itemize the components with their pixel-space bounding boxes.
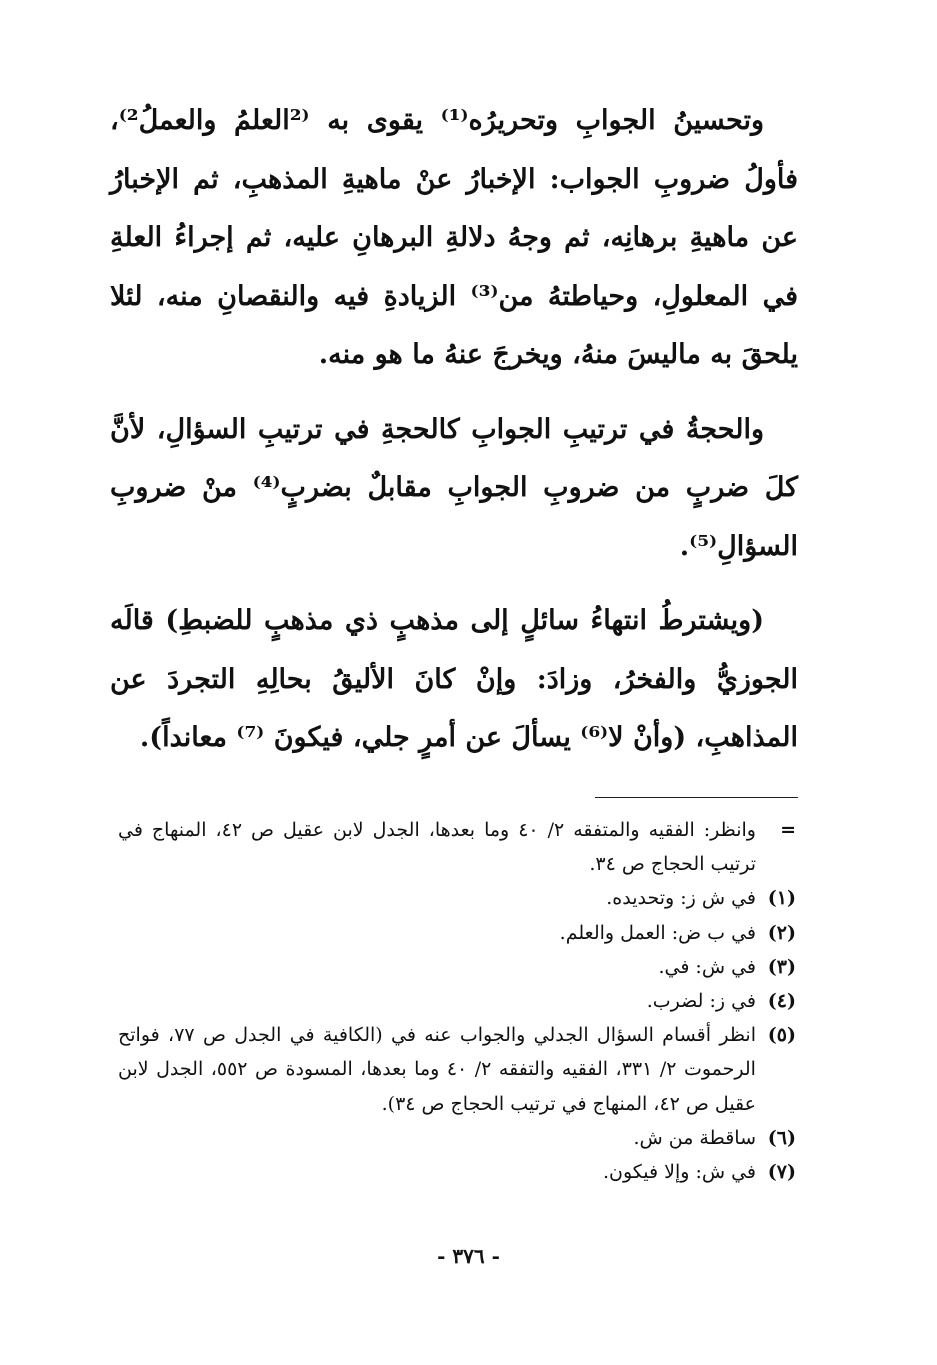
footnote-mark: (٧) [767, 1161, 796, 1184]
footnote-3 [118, 950, 796, 984]
footnote-text: في ش: وإلا فيكون. [602, 1161, 756, 1184]
footnote-4 [118, 984, 796, 1018]
footnote-mark: (٦) [767, 1126, 796, 1149]
footnote-text: في ب ض: العمل والعلم. [559, 921, 756, 944]
footnote-mark: (٤) [767, 990, 796, 1013]
footnote-mark: = [780, 819, 796, 841]
footnote-7 [118, 1155, 796, 1189]
footnote-mark: (٥) [767, 1024, 796, 1047]
footnote-1 [118, 881, 796, 915]
page-number: - ٣٧٦ - [437, 1244, 500, 1268]
paragraph-2: والحجةُ في ترتيبِ الجوابِ كالحجةِ في ترتيبِ السؤالِ، لأنَّ كلَ ضربٍ من ضروبِ الجوابِ مقابلٌ بضربٍ⁽⁴⁾ منْ ضروبِ السؤالِ⁽⁵⁾. [110, 413, 799, 562]
footnote-mark: (٣) [767, 955, 796, 978]
paragraph-1: وتحسينُ الجوابِ وتحريرُه⁽¹⁾ يقوى به ⁽²العلمُ والعملُ²⁾، فأولُ ضروبِ الجواب: الإخبارُ عنْ ماهيةِ المذهبِ، ثم الإخبارُ عن ماهيةِ برهانِه، ثم وجهُ دلالةِ البرهانِ عليه، ثم إجراءُ العلةِ في المعلولِ، وحياطتهُ من⁽³⁾ الزيادةِ فيه والنقصانِ منه، لئلا يلحقَ به ماليسَ منهُ، ويخرجَ عنهُ ما هو منه. [110, 105, 799, 370]
footnote-divider [595, 797, 798, 798]
main-text [110, 92, 798, 768]
footnote-5 [118, 1018, 796, 1121]
footnote-mark: (٢) [767, 921, 796, 944]
footnote-text: وانظر: الفقيه والمتفقه ٢/ ٤٠ وما بعدها، الجدل لابن عقيل ص ٤٢، المنهاج في ترتيب الحجاج ص ٣٤. [118, 819, 756, 876]
footnote-text: في ش: في. [658, 955, 756, 978]
footnote-2 [118, 916, 796, 950]
footnote-6 [118, 1121, 796, 1155]
footnote-mark: (١) [767, 887, 796, 910]
footnotes [118, 813, 796, 1189]
footnote-text: في ش ز: وتحديده. [606, 887, 756, 910]
footnote-continued [118, 813, 796, 881]
footnote-text: انظر أقسام السؤال الجدلي والجواب عنه في (الكافية في الجدل ص ٧٧، فواتح الرحموت ٢/ ٣٣١، الفقيه والتفقه ٢/ ٤٠ وما بعدها، المسودة ص ٥٥٢، الجدل لابن عقيل ص ٤٢، المنهاج في ترتيب الحجاج ص ٣٤). [118, 1024, 757, 1115]
footnote-text: ساقطة من ش. [633, 1126, 756, 1149]
paragraph-3: (ويشترطُ انتهاءُ سائلٍ إلى مذهبٍ ذي مذهبٍ للضبطِ) قالَه الجوزيُّ والفخرُ، وزادَ: وإنْ كانَ الأليقُ بحالِهِ التجردَ عن المذاهبِ، (وأنْ لا⁽⁶⁾ يسألَ عن أمرٍ جلي، فيكونَ ⁽⁷⁾ معانداً). [110, 605, 798, 753]
footnote-text: في ز: لضرب. [646, 990, 756, 1013]
